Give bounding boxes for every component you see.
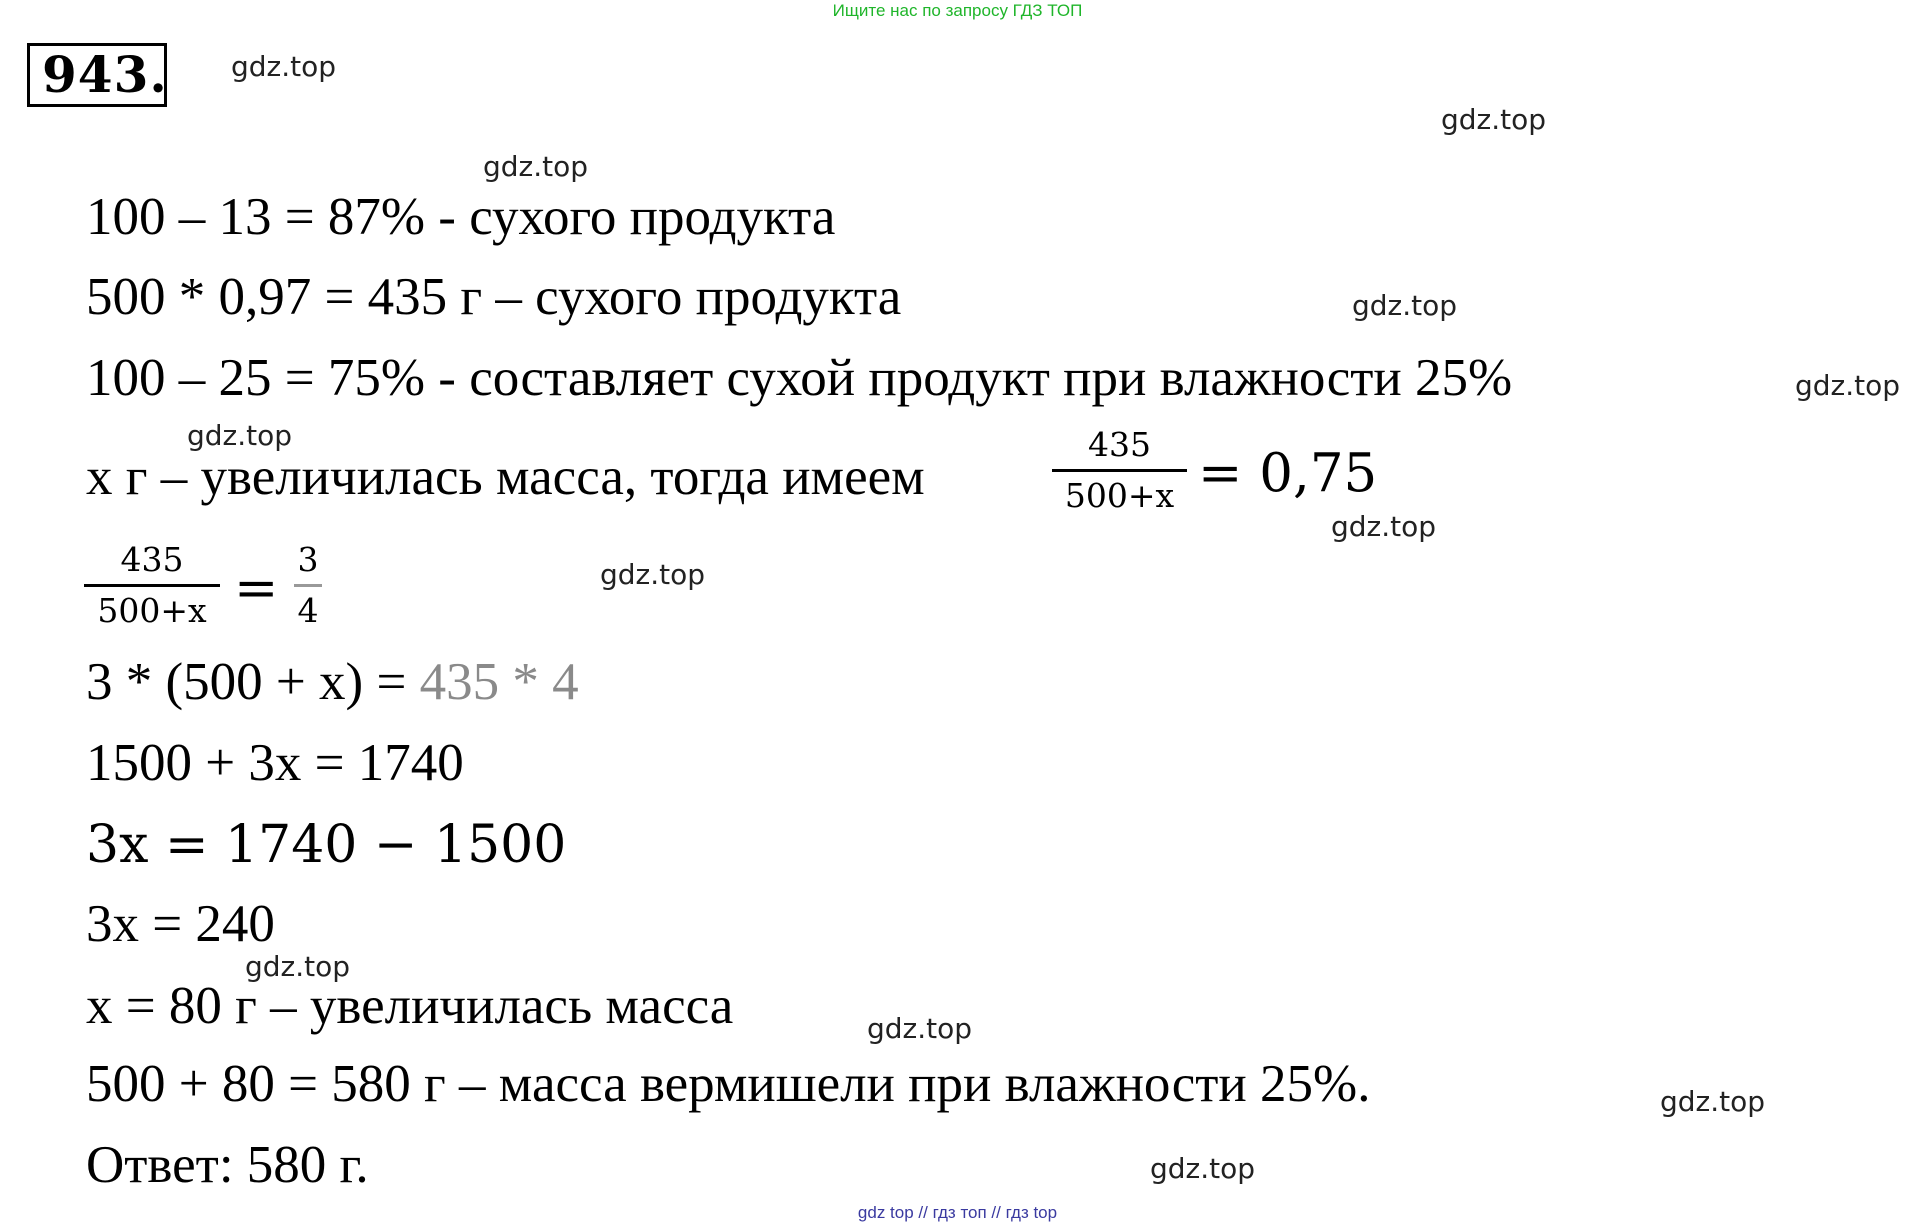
answer-line: Ответ: 580 г. xyxy=(86,1136,369,1194)
watermark: gdz.top xyxy=(600,558,706,591)
watermark: gdz.top xyxy=(1331,510,1437,543)
solution-line-3: 100 – 25 = 75% - составляет сухой продукт при влажности 25% xyxy=(86,349,1513,407)
equals-sign: = xyxy=(234,558,279,619)
watermark: gdz.top xyxy=(867,1012,973,1045)
fraction-bar xyxy=(84,584,220,587)
watermark: gdz.top xyxy=(483,150,589,183)
equals-0-75: = 0,75 xyxy=(1198,443,1378,504)
solution-line-7: 1500 + 3х = 1740 xyxy=(86,734,464,792)
fraction-numerator: 435 xyxy=(1088,425,1151,464)
watermark: gdz.top xyxy=(1795,369,1901,402)
fraction-numerator: 3 xyxy=(297,540,319,579)
watermark: gdz.top xyxy=(245,950,351,983)
footer-watermark: gdz top // гдз топ // гдз top xyxy=(857,1203,1058,1222)
solution-line-2: 500 * 0,97 = 435 г – сухого продукта xyxy=(86,268,902,326)
watermark: gdz.top xyxy=(187,419,293,452)
equation-right: 435 * 4 xyxy=(419,653,579,711)
solution-line-6 xyxy=(86,653,579,711)
solution-line-4: х г – увеличилась масса, тогда имеем xyxy=(86,448,925,506)
solution-line-10: х = 80 г – увеличилась масса xyxy=(86,977,734,1035)
watermark: gdz.top xyxy=(1352,289,1458,322)
watermark: gdz.top xyxy=(231,50,337,83)
equation-left: 3 * (500 + х) = xyxy=(86,653,420,711)
fraction-denominator: 500+x xyxy=(97,591,207,630)
fraction-3-over-4 xyxy=(294,540,322,630)
fraction-numerator: 435 xyxy=(120,540,184,579)
solution-line-8: 3x = 1740 − 1500 xyxy=(86,815,567,875)
solution-line-1: 100 – 13 = 87% - сухого продукта xyxy=(86,188,836,246)
fraction-denominator: 500+x xyxy=(1064,476,1175,515)
watermark: gdz.top xyxy=(1441,103,1547,136)
fraction-bar xyxy=(294,584,322,587)
solution-line-11: 500 + 80 = 580 г – масса вермишели при влажности 25%. xyxy=(86,1055,1371,1113)
solution-line-9: 3х = 240 xyxy=(86,895,275,953)
fraction-denominator: 4 xyxy=(297,591,319,630)
fraction-435-over-500x-2 xyxy=(84,540,220,630)
fraction-435-over-500x xyxy=(1052,425,1187,515)
site-search-note: Ищите нас по запросу ГДЗ ТОП xyxy=(832,1,1083,20)
watermark: gdz.top xyxy=(1660,1085,1766,1118)
watermark: gdz.top xyxy=(1150,1152,1256,1185)
problem-number: 943. xyxy=(27,43,167,107)
fraction-bar xyxy=(1052,469,1187,472)
